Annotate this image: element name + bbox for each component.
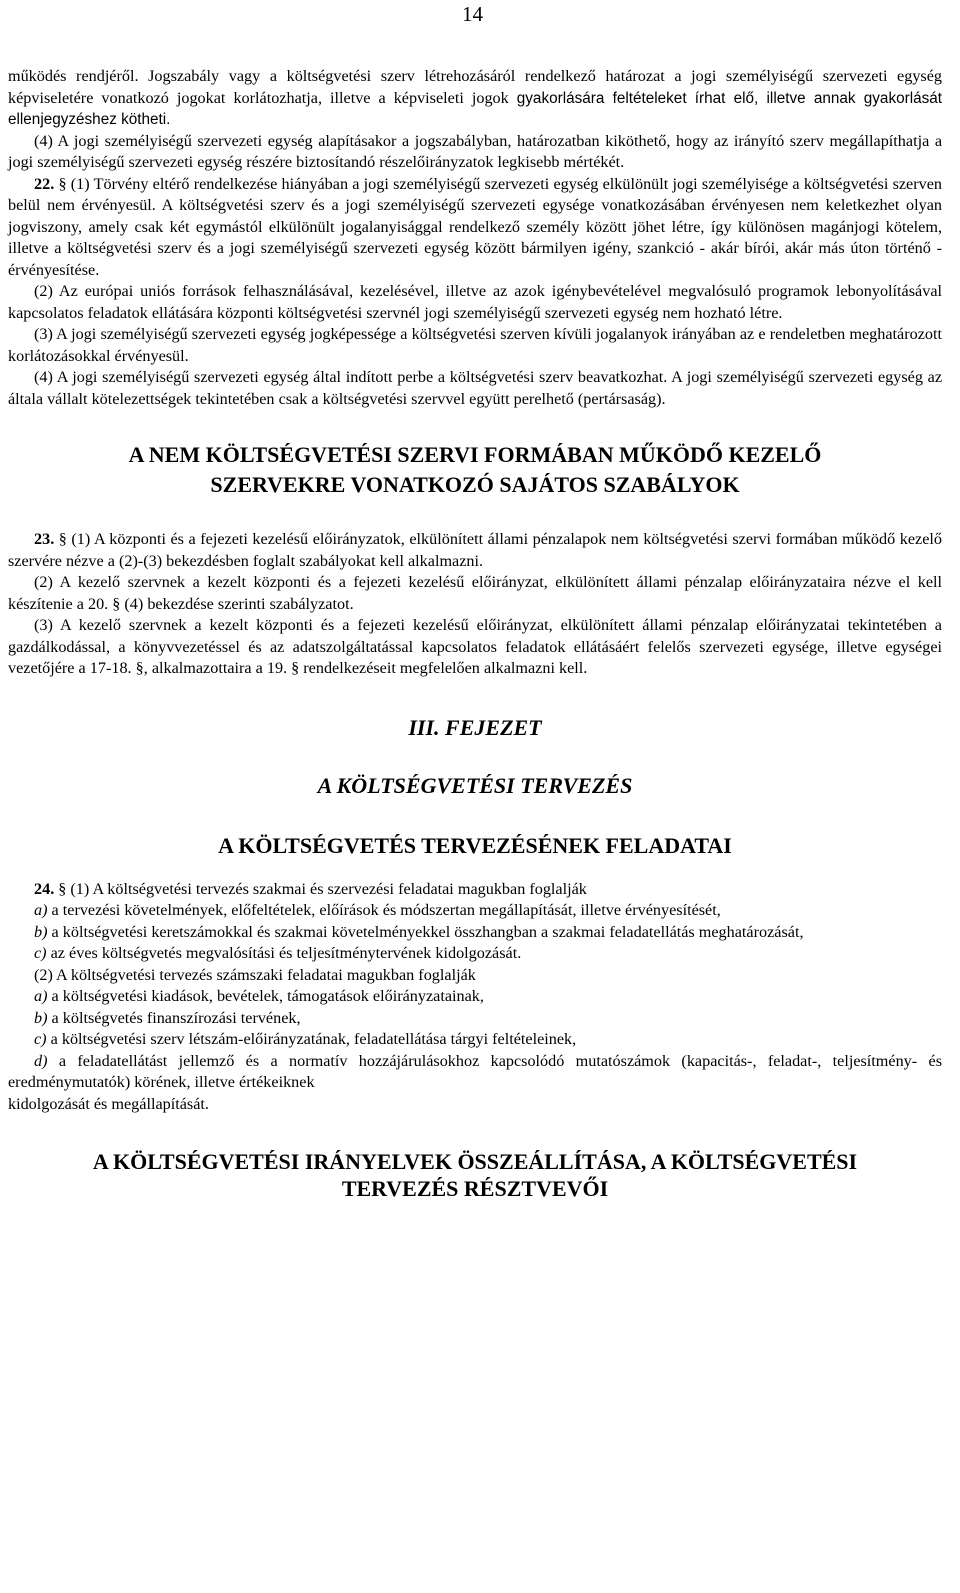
list-item-c xyxy=(8,943,942,965)
heading-line: SZERVEKRE VONATKOZÓ SAJÁTOS SZABÁLYOK xyxy=(210,472,740,497)
heading-kezelo-szervek xyxy=(8,440,942,500)
list-letter: c) xyxy=(34,1030,47,1048)
list-letter: b) xyxy=(34,922,48,941)
list-text: az éves költségvetés megvalósítási és teljesítménytervének kidolgozását. xyxy=(46,944,522,962)
page-number: 14 xyxy=(462,2,483,26)
paragraph-22-4: (4) A jogi személyiségű szervezeti egység alapításakor a jogszabályban, határozatban kiköthető, hogy az irányító szerv megállapíthatja a jogi személyiségű szervezeti egység részére biztosítandó részelőirányzatok legkisebb mértékét. xyxy=(8,131,942,171)
section-24-para-1 xyxy=(8,879,942,901)
heading-line: A KÖLTSÉGVETÉSI IRÁNYELVEK ÖSSZEÁLLÍTÁSA, A KÖLTSÉGVETÉSI xyxy=(92,1149,858,1174)
section-22-para-1 xyxy=(8,174,942,282)
list-text: a költségvetési keretszámokkal és szakmai követelményekkel összhangban a szakmai feladatellátás meghatározását, xyxy=(47,922,804,941)
list-letter: d) xyxy=(34,1051,48,1070)
paragraph-text-sans: gyakorlására feltételeket írhat elő, illetve annak gyakorlását ellenjegyzéshez kötheti. xyxy=(8,89,943,128)
list-item-2d xyxy=(8,1051,942,1094)
list-letter: a) xyxy=(34,987,48,1005)
paragraph-text: (1) A központi és a fejezeti kezelésű előirányzatok, elkülönített állami pénzalapok nem költségvetési szervi formában működő kezelő szervére nézve a (2)-(3) bekezdésben foglalt szabályokat kell alkalmazni. xyxy=(8,530,942,570)
heading-iranyelvek xyxy=(8,1148,942,1202)
section-22-para-4: (4) A jogi személyiségű szervezeti egység által indított perbe a költségvetési szerv beavatkozhat. A jogi személyiségű szervezeti egység az általa vállalt kötelezettségek tekintetében csak a költségvetési szervvel együtt perelhető (pertársaság). xyxy=(8,368,942,408)
paragraph-continuation xyxy=(8,66,942,131)
list-letter: a) xyxy=(34,901,48,919)
section-number: 23. xyxy=(34,530,55,548)
section-23-para-3: (3) A kezelő szervnek a kezelt központi és a fejezeti kezelésű előirányzat, elkülönített állami pénzalap előirányzatai tekintetében a gazdálkodással, a könyvvezetéssel és az adatszolgáltatással kapcsolatos feladatok ellátásáért felelős szervezeti egysége, illetve egységei vezetőjére a 17-18. §, alkalmazottaira a 19. § rendelkezéseit megfelelően alkalmazni kell. xyxy=(8,616,942,677)
section-symbol: § xyxy=(58,879,67,898)
list-item-2d-end: kidolgozását és megállapítását. xyxy=(8,1094,209,1113)
heading-line: TERVEZÉS RÉSZTVEVŐI xyxy=(341,1176,609,1201)
list-text: a költségvetési kiadások, bevételek, támogatások előirányzatainak, xyxy=(47,987,484,1005)
list-item-b xyxy=(8,922,942,944)
chapter-title: A KÖLTSÉGVETÉSI TERVEZÉS xyxy=(317,772,633,798)
heading-line: A NEM KÖLTSÉGVETÉSI SZERVI FORMÁBAN MŰKÖDŐ KEZELŐ xyxy=(128,442,822,467)
list-text: a költségvetés finanszírozási tervének, xyxy=(47,1008,301,1027)
list-item-2a xyxy=(8,986,942,1008)
list-item-2c xyxy=(8,1029,942,1051)
list-letter: c) xyxy=(34,944,47,962)
section-23-para-1 xyxy=(8,529,942,572)
section-symbol: § xyxy=(58,174,67,193)
list-item-a xyxy=(8,900,942,922)
section-symbol: § xyxy=(58,530,67,548)
section-number: 22. xyxy=(34,174,55,193)
chapter-number: III. FEJEZET xyxy=(408,714,542,740)
section-23-para-2: (2) A kezelő szervnek a kezelt központi és a fejezeti kezelésű előirányzat, elkülönített állami pénzalap előirányzataira nézve el kell készítenie a 20. § (4) bekezdése szerinti szabályzatot. xyxy=(8,573,942,613)
section-22-para-3: (3) A jogi személyiségű szervezeti egység jogképessége a költségvetési szerven kívüli jogalanyok irányában az e rendeletben meghatározott korlátozásokkal érvényesül. xyxy=(8,325,942,365)
document-body xyxy=(8,66,942,1202)
section-24-para-2: (2) A költségvetési tervezés számszaki feladatai magukban foglalják xyxy=(34,965,476,984)
paragraph-text: (1) A költségvetési tervezés szakmai és szervezési feladatai magukban foglalják xyxy=(66,879,587,898)
paragraph-text: (1) Törvény eltérő rendelkezése hiányában a jogi személyiségű szervezeti egység elkülönült jogi személyisége a költségvetési szerven belül nem érvényesül. A költségvetési szerv és a jogi személyiségű szervezeti egysége vonatkozásában érvényesen nem keletkezhet olyan jogviszony, amely csak két egymástól elkülönült jogalanyisággal rendelkező személy között jöhet létre, így különösen magánjogi kötelem, illetve a költségvetési szerv és a jogi személyiségű szervezeti egység között bármilyen igény, szankció - akár bírói, akár más úton történő - érvényesítése. xyxy=(8,174,942,279)
list-text: a költségvetési szerv létszám-előirányzatának, feladatellátása tárgyi feltételeinek, xyxy=(46,1030,577,1048)
heading-tervezes-feladatai: A KÖLTSÉGVETÉS TERVEZÉSÉNEK FELADATAI xyxy=(218,832,732,858)
paragraph-text: működés rendjéről. Jogszabály vagy a költségvetési szerv létrehozásáról rendelkező határozat a jogi személyiségű szervezeti egység képviseletére vonatkozó jogokat korlátozhatja, illetve a képviseleti jogok xyxy=(8,67,942,107)
list-text: a feladatellátást jellemző és a normatív hozzájárulásokhoz kapcsolódó mutatószámok (kapacitás-, feladat-, teljesítmény- és eredménymutatók) körének, illetve értékeiknek xyxy=(8,1051,942,1091)
section-number: 24. xyxy=(34,879,55,898)
list-item-2b xyxy=(8,1008,942,1030)
section-22-para-2: (2) Az európai uniós források felhasználásával, kezelésével, illetve az azok igénybevételével megvalósuló programok lebonyolításával kapcsolatos feladatok ellátására központi költségvetési szervnél jogi személyiségű szervezeti egység nem hozható létre. xyxy=(8,282,942,322)
list-letter: b) xyxy=(34,1008,48,1027)
list-text: a tervezési követelmények, előfeltételek, előírások és módszertan megállapítását, illetve érvényesítését, xyxy=(47,901,721,919)
